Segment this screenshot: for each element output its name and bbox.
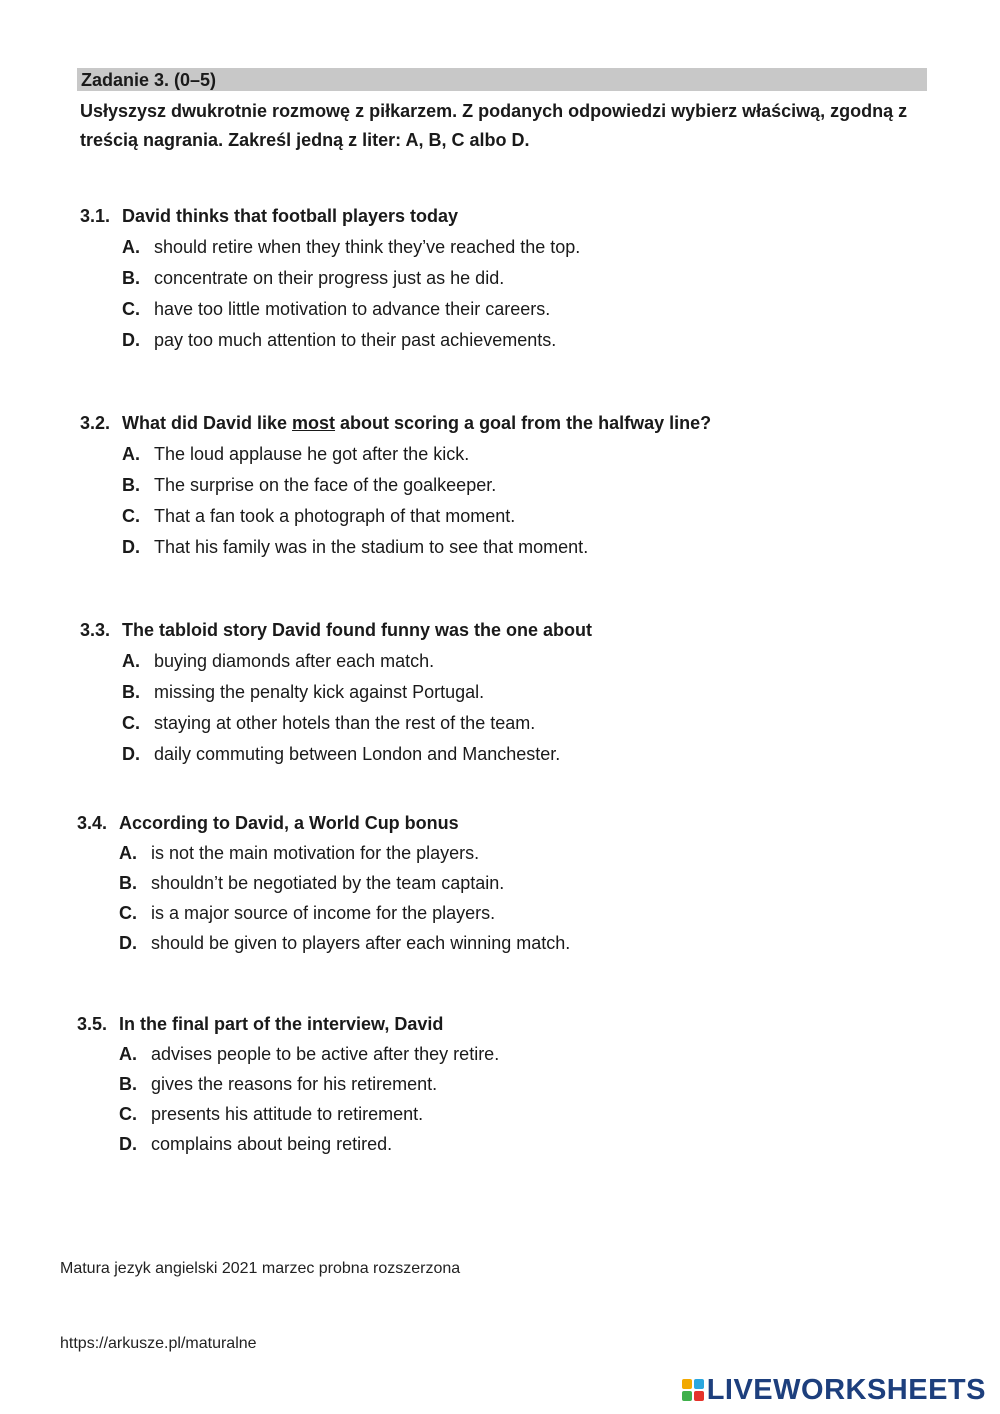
option-text: have too little motivation to advance their careers. <box>154 299 551 319</box>
option-letter: D. <box>122 744 140 764</box>
option-d[interactable] <box>77 930 957 956</box>
option-letter: B. <box>122 475 140 495</box>
option-letter: C. <box>122 713 140 733</box>
source-note: Matura jezyk angielski 2021 marzec probna rozszerzona <box>60 1260 461 1277</box>
option-text: complains about being retired. <box>151 1134 393 1154</box>
option-a[interactable] <box>80 441 960 467</box>
logo-square <box>682 1379 692 1389</box>
option-letter: B. <box>119 873 137 893</box>
question-number: 3.1. <box>80 206 111 226</box>
option-letter: B. <box>119 1074 137 1094</box>
option-b[interactable] <box>77 870 957 896</box>
option-text: is not the main motivation for the players. <box>151 843 480 863</box>
question-text-before: What did David like <box>122 413 293 433</box>
option-letter: D. <box>122 330 140 350</box>
brand-name: LIVEWORKSHEETS <box>706 1373 986 1406</box>
option-d[interactable] <box>77 1131 957 1157</box>
option-letter: D. <box>122 537 140 557</box>
question-number: 3.4. <box>77 813 108 833</box>
option-letter: D. <box>119 1134 137 1154</box>
question-text-after: about scoring a goal from the halfway line? <box>335 413 712 433</box>
question-3-3 <box>80 617 960 767</box>
option-letter: B. <box>122 268 140 288</box>
logo-square <box>694 1391 704 1401</box>
option-text: The loud applause he got after the kick. <box>154 444 470 464</box>
option-text: shouldn’t be negotiated by the team captain. <box>151 873 505 893</box>
option-text: should retire when they think they’ve reached the top. <box>154 237 581 257</box>
question-text: According to David, a World Cup bonus <box>119 813 459 833</box>
option-text: daily commuting between London and Manchester. <box>154 744 561 764</box>
option-letter: A. <box>119 1044 137 1064</box>
option-letter: C. <box>122 506 140 526</box>
option-c[interactable] <box>80 296 960 322</box>
question-number: 3.5. <box>77 1014 108 1034</box>
option-b[interactable] <box>77 1071 957 1097</box>
option-b[interactable] <box>80 679 960 705</box>
option-text: The surprise on the face of the goalkeeper. <box>154 475 497 495</box>
option-letter: A. <box>122 444 140 464</box>
option-text: pay too much attention to their past achievements. <box>154 330 557 350</box>
question-number: 3.2. <box>80 413 111 433</box>
logo-square <box>682 1391 692 1401</box>
option-c[interactable] <box>77 1101 957 1127</box>
option-letter: C. <box>119 903 137 923</box>
option-text: is a major source of income for the players. <box>151 903 496 923</box>
option-letter: C. <box>119 1104 137 1124</box>
option-text: That a fan took a photograph of that moment. <box>154 506 516 526</box>
task-title: Zadanie 3. (0–5) <box>81 70 217 90</box>
option-d[interactable] <box>80 534 960 560</box>
question-text: The tabloid story David found funny was the one about <box>122 620 593 640</box>
option-letter: A. <box>122 237 140 257</box>
option-a[interactable] <box>80 648 960 674</box>
source-url[interactable]: https://arkusze.pl/maturalne <box>60 1335 257 1352</box>
option-text: missing the penalty kick against Portugal. <box>154 682 485 702</box>
option-text: staying at other hotels than the rest of the team. <box>154 713 536 733</box>
option-text: presents his attitude to retirement. <box>151 1104 424 1124</box>
option-b[interactable] <box>80 265 960 291</box>
option-letter: D. <box>119 933 137 953</box>
option-c[interactable] <box>77 900 957 926</box>
question-text: In the final part of the interview, David <box>119 1014 444 1034</box>
option-d[interactable] <box>80 327 960 353</box>
option-b[interactable] <box>80 472 960 498</box>
option-text: buying diamonds after each match. <box>154 651 435 671</box>
question-3-1 <box>80 203 960 353</box>
option-letter: A. <box>119 843 137 863</box>
option-c[interactable] <box>80 710 960 736</box>
option-letter: C. <box>122 299 140 319</box>
option-d[interactable] <box>80 741 960 767</box>
task-instructions: Usłyszysz dwukrotnie rozmowę z piłkarzem. Z podanych odpowiedzi wybierz właściwą, zgodną z treścią nagrania. Zakreśl jedną z liter: A, B, C albo D. <box>80 101 908 150</box>
option-text: gives the reasons for his retirement. <box>151 1074 438 1094</box>
option-a[interactable] <box>77 1041 957 1067</box>
option-letter: B. <box>122 682 140 702</box>
question-text-underlined: most <box>292 413 336 433</box>
option-c[interactable] <box>80 503 960 529</box>
option-text: should be given to players after each winning match. <box>151 933 571 953</box>
option-text: concentrate on their progress just as he did. <box>154 268 505 288</box>
question-text <box>122 410 711 436</box>
option-text: advises people to be active after they retire. <box>151 1044 500 1064</box>
question-number: 3.3. <box>80 620 111 640</box>
option-letter: A. <box>122 651 140 671</box>
option-a[interactable] <box>77 840 957 866</box>
option-a[interactable] <box>80 234 960 260</box>
logo-square <box>694 1379 704 1389</box>
question-3-5 <box>77 1011 957 1157</box>
question-3-2 <box>80 410 960 560</box>
question-text: David thinks that football players today <box>122 206 459 226</box>
liveworksheets-brand[interactable] <box>682 1374 986 1406</box>
question-3-4 <box>77 810 957 956</box>
option-text: That his family was in the stadium to see that moment. <box>154 537 589 557</box>
liveworksheets-logo-icon <box>682 1379 704 1401</box>
